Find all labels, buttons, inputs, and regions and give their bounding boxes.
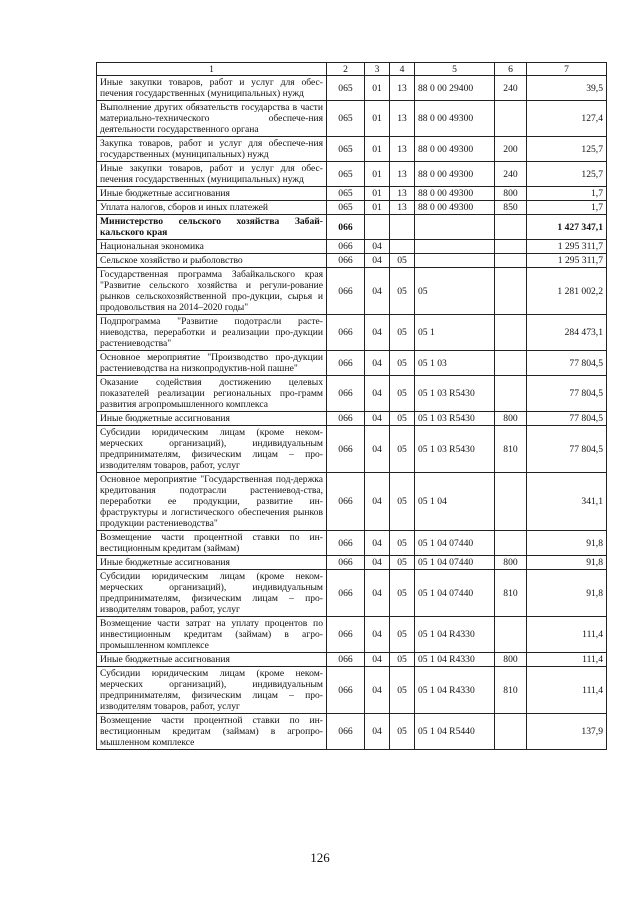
row-rz-cell: 01	[365, 187, 390, 201]
table-row	[97, 473, 607, 531]
row-rz-cell: 01	[365, 101, 390, 137]
row-csr-cell: 05 1 04 07440	[415, 556, 495, 570]
row-sum-cell: 77 804,5	[527, 376, 607, 412]
row-ved-cell: 066	[327, 653, 365, 667]
row-name-cell: Возмещение части процентной ставки по ин-вестиционным кредитам (займам) в агропро-мышленном комплексе	[97, 714, 327, 750]
budget-table	[96, 62, 607, 750]
row-ved-cell: 065	[327, 137, 365, 162]
row-csr-cell: 05 1 04 R4330	[415, 617, 495, 653]
header-col-1: 1	[97, 63, 327, 76]
row-vr-cell	[495, 714, 527, 750]
row-csr-cell	[415, 254, 495, 268]
row-csr-cell: 05 1 03 R5430	[415, 376, 495, 412]
table-row	[97, 240, 607, 254]
row-pr-cell: 13	[390, 162, 415, 187]
row-rz-cell: 04	[365, 240, 390, 254]
row-sum-cell: 284 473,1	[527, 315, 607, 351]
row-vr-cell	[495, 376, 527, 412]
row-csr-cell: 88 0 00 49300	[415, 101, 495, 137]
row-name-cell: Уплата налогов, сборов и иных платежей	[97, 201, 327, 215]
row-vr-cell: 240	[495, 162, 527, 187]
row-name-cell: Основное мероприятие "Производство про-дукции растениеводства на низкопродуктив-ной пашне"	[97, 351, 327, 376]
row-sum-cell: 125,7	[527, 137, 607, 162]
row-vr-cell: 810	[495, 667, 527, 714]
row-vr-cell: 800	[495, 412, 527, 426]
table-body	[97, 76, 607, 750]
row-pr-cell: 05	[390, 412, 415, 426]
row-ved-cell: 066	[327, 473, 365, 531]
header-col-2: 2	[327, 63, 365, 76]
row-ved-cell: 066	[327, 412, 365, 426]
row-rz-cell: 01	[365, 137, 390, 162]
row-csr-cell: 88 0 00 49300	[415, 201, 495, 215]
row-rz-cell: 04	[365, 667, 390, 714]
table-row	[97, 76, 607, 101]
row-pr-cell: 05	[390, 351, 415, 376]
row-csr-cell: 88 0 00 29400	[415, 76, 495, 101]
row-pr-cell: 05	[390, 376, 415, 412]
row-ved-cell: 066	[327, 617, 365, 653]
row-rz-cell: 01	[365, 201, 390, 215]
row-name-cell: Закупка товаров, работ и услуг для обеспече-ния государственных (муниципальных) нужд	[97, 137, 327, 162]
row-rz-cell: 04	[365, 653, 390, 667]
row-rz-cell: 04	[365, 426, 390, 473]
row-ved-cell: 066	[327, 714, 365, 750]
row-pr-cell: 13	[390, 187, 415, 201]
row-ved-cell: 066	[327, 240, 365, 254]
row-vr-cell	[495, 473, 527, 531]
row-csr-cell: 05 1 04 07440	[415, 531, 495, 556]
row-sum-cell: 125,7	[527, 162, 607, 187]
row-sum-cell: 111,4	[527, 653, 607, 667]
row-pr-cell: 13	[390, 201, 415, 215]
row-rz-cell: 04	[365, 412, 390, 426]
row-name-cell: Иные закупки товаров, работ и услуг для обес-печения государственных (муниципальных) нужд	[97, 76, 327, 101]
row-sum-cell: 111,4	[527, 667, 607, 714]
row-vr-cell	[495, 617, 527, 653]
row-vr-cell	[495, 315, 527, 351]
row-pr-cell: 13	[390, 137, 415, 162]
row-vr-cell: 800	[495, 556, 527, 570]
row-pr-cell	[390, 215, 415, 240]
row-sum-cell: 91,8	[527, 531, 607, 556]
row-ved-cell: 066	[327, 376, 365, 412]
row-vr-cell: 850	[495, 201, 527, 215]
row-csr-cell: 05 1 03 R5430	[415, 412, 495, 426]
row-csr-cell: 05 1 03 R5430	[415, 426, 495, 473]
row-ved-cell: 066	[327, 556, 365, 570]
row-pr-cell: 13	[390, 101, 415, 137]
row-ved-cell: 065	[327, 201, 365, 215]
row-csr-cell: 05 1 04 07440	[415, 570, 495, 617]
row-name-cell: Иные бюджетные ассигнования	[97, 556, 327, 570]
row-name-cell: Оказание содействия достижению целевых показателей реализации региональных про-грамм развития агропромышленного комплекса	[97, 376, 327, 412]
row-ved-cell: 066	[327, 426, 365, 473]
header-col-6: 6	[495, 63, 527, 76]
row-vr-cell	[495, 268, 527, 315]
row-sum-cell: 1 295 311,7	[527, 254, 607, 268]
row-ved-cell: 066	[327, 268, 365, 315]
row-name-cell: Субсидии юридическим лицам (кроме неком-мерческих организаций), индивидуальным предпринимателям, физическим лицам – про-изводителям товаров, работ, услуг	[97, 667, 327, 714]
row-csr-cell: 88 0 00 49300	[415, 137, 495, 162]
table-row	[97, 268, 607, 315]
row-csr-cell	[415, 240, 495, 254]
row-rz-cell: 04	[365, 473, 390, 531]
row-sum-cell: 341,1	[527, 473, 607, 531]
row-sum-cell: 1 295 311,7	[527, 240, 607, 254]
table-row	[97, 162, 607, 187]
row-pr-cell: 05	[390, 617, 415, 653]
row-csr-cell: 05 1 03	[415, 351, 495, 376]
row-name-cell: Сельское хозяйство и рыболовство	[97, 254, 327, 268]
row-rz-cell: 04	[365, 570, 390, 617]
table-header-row	[97, 63, 607, 76]
table-row	[97, 187, 607, 201]
row-csr-cell	[415, 215, 495, 240]
row-rz-cell: 01	[365, 76, 390, 101]
row-name-cell: Министерство сельского хозяйства Забай-кальского края	[97, 215, 327, 240]
row-vr-cell	[495, 101, 527, 137]
header-col-7: 7	[527, 63, 607, 76]
row-csr-cell: 05 1 04 R4330	[415, 667, 495, 714]
table-row	[97, 215, 607, 240]
budget-table-page	[96, 62, 606, 750]
row-rz-cell: 04	[365, 617, 390, 653]
row-pr-cell: 05	[390, 653, 415, 667]
table-row	[97, 254, 607, 268]
row-name-cell: Подпрограмма "Развитие подотрасли расте-ниеводства, переработки и реализации про-дукции растениеводства"	[97, 315, 327, 351]
table-row	[97, 376, 607, 412]
row-csr-cell: 88 0 00 49300	[415, 162, 495, 187]
row-rz-cell: 04	[365, 556, 390, 570]
row-sum-cell: 127,4	[527, 101, 607, 137]
row-sum-cell: 1 427 347,1	[527, 215, 607, 240]
table-row	[97, 653, 607, 667]
row-name-cell: Иные закупки товаров, работ и услуг для обес-печения государственных (муниципальных) нужд	[97, 162, 327, 187]
row-sum-cell: 137,9	[527, 714, 607, 750]
row-name-cell: Выполнение других обязательств государства в части материально-технического обеспече-ния деятельности государственного органа	[97, 101, 327, 137]
row-ved-cell: 065	[327, 76, 365, 101]
page-number: 126	[310, 850, 330, 865]
row-sum-cell: 91,8	[527, 556, 607, 570]
row-rz-cell: 04	[365, 351, 390, 376]
row-rz-cell: 04	[365, 315, 390, 351]
row-sum-cell: 91,8	[527, 570, 607, 617]
table-row	[97, 570, 607, 617]
row-pr-cell: 05	[390, 714, 415, 750]
table-row	[97, 714, 607, 750]
row-sum-cell: 39,5	[527, 76, 607, 101]
row-name-cell: Возмещение части затрат на уплату процентов по инвестиционным кредитам (займам) в агро-промышленном комплексе	[97, 617, 327, 653]
row-ved-cell: 065	[327, 162, 365, 187]
row-name-cell: Субсидии юридическим лицам (кроме неком-мерческих организаций), индивидуальным предпринимателям, физическим лицам – про-изводителям товаров, работ, услуг	[97, 426, 327, 473]
table-row	[97, 137, 607, 162]
row-name-cell: Иные бюджетные ассигнования	[97, 412, 327, 426]
row-pr-cell: 05	[390, 667, 415, 714]
row-ved-cell: 066	[327, 254, 365, 268]
row-rz-cell: 04	[365, 268, 390, 315]
row-vr-cell: 810	[495, 570, 527, 617]
header-col-5: 5	[415, 63, 495, 76]
header-col-3: 3	[365, 63, 390, 76]
row-sum-cell: 111,4	[527, 617, 607, 653]
row-sum-cell: 1,7	[527, 187, 607, 201]
row-name-cell: Возмещение части процентной ставки по ин-вестиционным кредитам (займам)	[97, 531, 327, 556]
row-ved-cell: 065	[327, 101, 365, 137]
row-vr-cell: 800	[495, 653, 527, 667]
table-row	[97, 617, 607, 653]
row-vr-cell: 240	[495, 76, 527, 101]
row-ved-cell: 066	[327, 315, 365, 351]
row-sum-cell: 77 804,5	[527, 351, 607, 376]
row-rz-cell: 01	[365, 162, 390, 187]
row-rz-cell	[365, 215, 390, 240]
row-pr-cell: 05	[390, 531, 415, 556]
row-name-cell: Национальная экономика	[97, 240, 327, 254]
row-csr-cell: 05 1 04 R5440	[415, 714, 495, 750]
row-csr-cell: 05	[415, 268, 495, 315]
row-sum-cell: 77 804,5	[527, 412, 607, 426]
row-vr-cell: 800	[495, 187, 527, 201]
table-row	[97, 426, 607, 473]
row-pr-cell: 05	[390, 315, 415, 351]
row-name-cell: Иные бюджетные ассигнования	[97, 653, 327, 667]
row-rz-cell: 04	[365, 376, 390, 412]
row-vr-cell	[495, 351, 527, 376]
table-row	[97, 315, 607, 351]
row-sum-cell: 77 804,5	[527, 426, 607, 473]
header-col-4: 4	[390, 63, 415, 76]
row-vr-cell: 200	[495, 137, 527, 162]
row-ved-cell: 066	[327, 531, 365, 556]
table-row	[97, 101, 607, 137]
table-row	[97, 351, 607, 376]
row-csr-cell: 05 1 04	[415, 473, 495, 531]
row-vr-cell	[495, 531, 527, 556]
row-rz-cell: 04	[365, 531, 390, 556]
row-rz-cell: 04	[365, 254, 390, 268]
row-name-cell: Субсидии юридическим лицам (кроме неком-мерческих организаций), индивидуальным предпринимателям, физическим лицам – про-изводителям товаров, работ, услуг	[97, 570, 327, 617]
row-ved-cell: 066	[327, 351, 365, 376]
row-name-cell: Иные бюджетные ассигнования	[97, 187, 327, 201]
row-ved-cell: 066	[327, 667, 365, 714]
row-pr-cell	[390, 240, 415, 254]
row-pr-cell: 05	[390, 570, 415, 617]
row-vr-cell	[495, 215, 527, 240]
row-ved-cell: 066	[327, 570, 365, 617]
row-pr-cell: 05	[390, 426, 415, 473]
table-row	[97, 531, 607, 556]
row-name-cell: Государственная программа Забайкальского края "Развитие сельского хозяйства и регули-рование рынков сельскохозяйственной про-дукции, сырья и продовольствия на 2014–2020 годы"	[97, 268, 327, 315]
table-row	[97, 556, 607, 570]
row-pr-cell: 05	[390, 473, 415, 531]
row-name-cell: Основное мероприятие "Государственная под-держка кредитования подотрасли растениевод-ства, переработки ее продукции, развитие ин-фраструктуры и логистического обеспечения рынков продукции растениеводства"	[97, 473, 327, 531]
row-pr-cell: 13	[390, 76, 415, 101]
row-vr-cell	[495, 240, 527, 254]
row-ved-cell: 066	[327, 215, 365, 240]
row-vr-cell: 810	[495, 426, 527, 473]
row-ved-cell: 065	[327, 187, 365, 201]
table-row	[97, 201, 607, 215]
row-sum-cell: 1,7	[527, 201, 607, 215]
row-sum-cell: 1 281 002,2	[527, 268, 607, 315]
row-pr-cell: 05	[390, 268, 415, 315]
row-csr-cell: 88 0 00 49300	[415, 187, 495, 201]
row-pr-cell: 05	[390, 556, 415, 570]
row-rz-cell: 04	[365, 714, 390, 750]
table-row	[97, 412, 607, 426]
row-vr-cell	[495, 254, 527, 268]
row-pr-cell: 05	[390, 254, 415, 268]
row-csr-cell: 05 1 04 R4330	[415, 653, 495, 667]
table-row	[97, 667, 607, 714]
row-csr-cell: 05 1	[415, 315, 495, 351]
